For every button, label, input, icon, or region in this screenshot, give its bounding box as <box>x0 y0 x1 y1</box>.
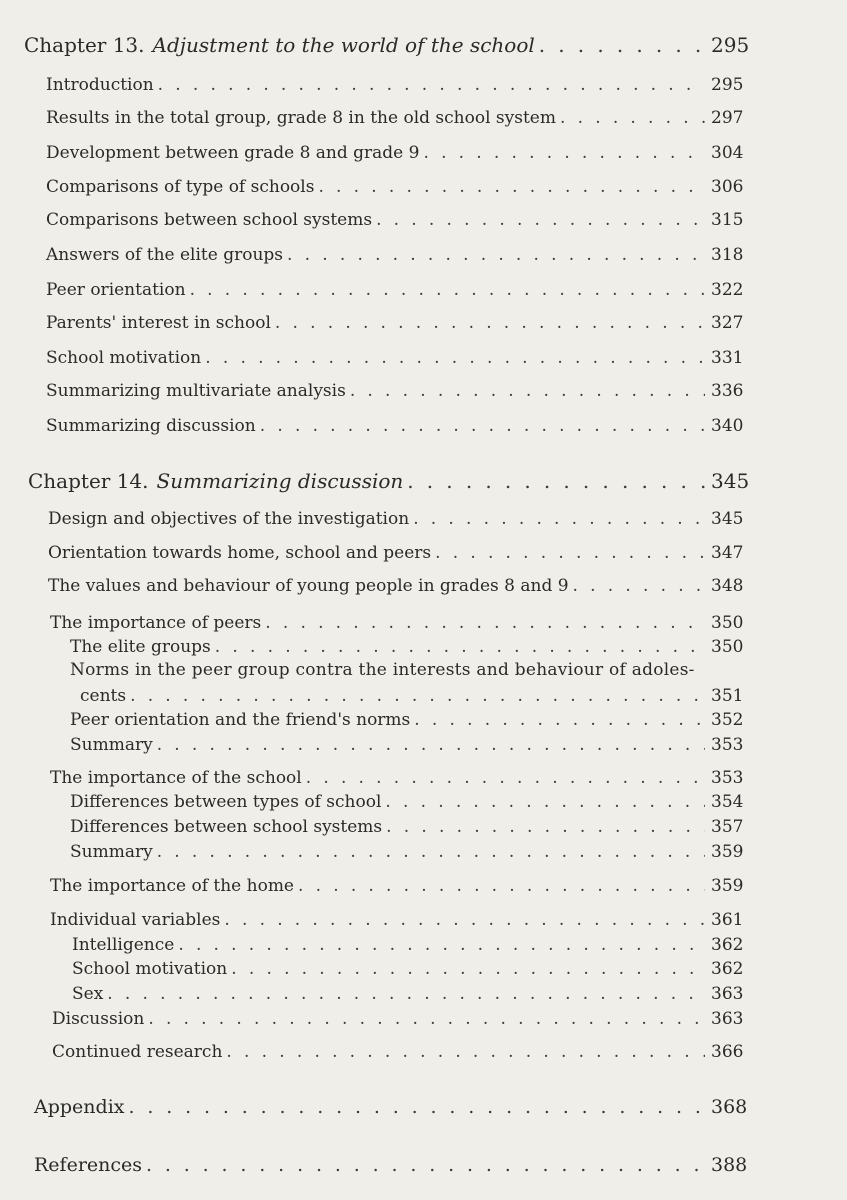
page-number: 347 <box>711 543 744 563</box>
toc-entry <box>70 842 755 862</box>
toc-entry <box>52 1009 755 1029</box>
dot-leader <box>376 210 705 230</box>
toc-entry <box>50 876 755 896</box>
dot-leader <box>128 1096 705 1118</box>
section-title: The importance of the school <box>50 768 302 788</box>
toc-entry <box>48 543 755 563</box>
dot-leader <box>130 686 705 706</box>
dot-leader <box>287 245 705 265</box>
toc-entry <box>50 613 755 633</box>
toc-entry <box>46 143 755 163</box>
toc-entry <box>46 313 755 333</box>
subsection-title: Summary <box>70 842 153 862</box>
section-title: The importance of the home <box>50 876 294 896</box>
toc-entry <box>46 381 755 401</box>
subsection-title: Intelligence <box>72 935 175 955</box>
subsection-title: Differences between types of school <box>70 792 382 812</box>
page-number: 350 <box>711 613 744 633</box>
subsection-title: Sex <box>72 984 104 1004</box>
page-number: 388 <box>711 1154 748 1176</box>
page-number: 353 <box>711 735 744 755</box>
dot-leader <box>158 75 705 95</box>
dot-leader <box>231 959 705 979</box>
dot-leader <box>275 313 705 333</box>
dot-leader <box>215 637 705 657</box>
dot-leader <box>157 842 705 862</box>
toc-entry <box>48 509 755 529</box>
page-number: 348 <box>711 576 744 596</box>
toc-entry-references <box>34 1154 755 1176</box>
toc-entry <box>46 210 755 230</box>
subsection-title: School motivation <box>72 959 228 979</box>
toc-entry <box>70 817 755 837</box>
page-number: 352 <box>711 710 744 730</box>
toc-entry-appendix <box>34 1096 755 1118</box>
section-title: The values and behaviour of young people in grades 8 and 9 <box>48 576 569 596</box>
toc-entry <box>72 959 755 979</box>
dot-leader <box>107 984 705 1004</box>
dot-leader <box>298 876 705 896</box>
section-title: Results in the total group, grade 8 in the old school system <box>46 108 556 128</box>
page-number: 345 <box>711 509 744 529</box>
page-number: 306 <box>711 177 744 197</box>
dot-leader <box>385 792 705 812</box>
page-number: 362 <box>711 959 744 979</box>
section-title: Discussion <box>52 1009 145 1029</box>
toc-entry <box>70 710 755 730</box>
page-number: 315 <box>711 210 744 230</box>
section-title: Summarizing multivariate analysis <box>46 381 346 401</box>
page-number: 331 <box>711 348 744 368</box>
page-number: 351 <box>711 686 744 706</box>
dot-leader <box>178 935 705 955</box>
toc-entry <box>72 984 755 1004</box>
dot-leader <box>205 348 705 368</box>
page-number: 353 <box>711 768 744 788</box>
page-number: 304 <box>711 143 744 163</box>
dot-leader <box>413 509 705 529</box>
toc-entry <box>70 637 755 657</box>
page-number: 363 <box>711 984 744 1004</box>
page-number: 327 <box>711 313 744 333</box>
section-title: School motivation <box>46 348 202 368</box>
page-number: 357 <box>711 817 744 837</box>
page-number: 354 <box>711 792 744 812</box>
toc-entry <box>70 735 755 755</box>
dot-leader <box>226 1042 705 1062</box>
page-number: 345 <box>711 469 750 493</box>
dot-leader <box>560 108 705 128</box>
section-title: Continued research <box>52 1042 223 1062</box>
section-title: Parents' interest in school <box>46 313 271 333</box>
section-title: Introduction <box>46 75 154 95</box>
dot-leader <box>157 735 705 755</box>
dot-leader <box>318 177 705 197</box>
page-number: 295 <box>711 75 744 95</box>
dot-leader <box>423 143 705 163</box>
dot-leader <box>224 910 705 930</box>
section-title: Orientation towards home, school and peers <box>48 543 432 563</box>
section-title: The importance of peers <box>50 613 262 633</box>
section-title: Individual variables <box>50 910 221 930</box>
toc-entry <box>46 245 755 265</box>
dot-leader <box>407 469 705 493</box>
toc-entry-chapter-14 <box>28 469 755 493</box>
page-number: 359 <box>711 876 744 896</box>
dot-leader <box>539 33 705 57</box>
section-title: Comparisons between school systems <box>46 210 373 230</box>
subsection-title: Peer orientation and the friend's norms <box>70 710 411 730</box>
toc-entry <box>46 75 755 95</box>
subsection-title: Norms in the peer group contra the interests and behaviour of adoles- <box>70 660 695 680</box>
toc-entry <box>80 686 755 706</box>
page-number: 350 <box>711 637 744 657</box>
subsection-title: Differences between school systems <box>70 817 383 837</box>
dot-leader <box>386 817 705 837</box>
toc-entry <box>46 108 755 128</box>
toc-entry <box>46 280 755 300</box>
dot-leader <box>265 613 705 633</box>
dot-leader <box>414 710 705 730</box>
appendix-title: Appendix <box>34 1096 125 1118</box>
toc-entry <box>52 1042 755 1062</box>
dot-leader <box>260 416 705 436</box>
section-title: Peer orientation <box>46 280 186 300</box>
section-title: Answers of the elite groups <box>46 245 284 265</box>
page-number: 295 <box>711 33 750 57</box>
section-title: Design and objectives of the investigation <box>48 509 410 529</box>
page-number: 359 <box>711 842 744 862</box>
page-number: 366 <box>711 1042 744 1062</box>
section-title: Summarizing discussion <box>46 416 256 436</box>
page-number: 362 <box>711 935 744 955</box>
subsection-title: Summary <box>70 735 153 755</box>
references-title: References <box>34 1154 143 1176</box>
section-title: Development between grade 8 and grade 9 <box>46 143 420 163</box>
dot-leader <box>573 576 705 596</box>
toc-entry <box>46 416 755 436</box>
dot-leader <box>350 381 705 401</box>
subsection-title: cents <box>80 686 127 706</box>
dot-leader <box>148 1009 705 1029</box>
toc-entry <box>50 910 755 930</box>
toc-entry <box>46 177 755 197</box>
page-number: 322 <box>711 280 744 300</box>
page-number: 297 <box>711 108 744 128</box>
page-number: 361 <box>711 910 744 930</box>
toc-entry-chapter-13 <box>24 33 755 57</box>
subsection-title: The elite groups <box>70 637 211 657</box>
dot-leader <box>435 543 705 563</box>
section-title: Comparisons of type of schools <box>46 177 315 197</box>
toc-entry <box>72 935 755 955</box>
toc-entry <box>48 576 755 596</box>
dot-leader <box>146 1154 705 1176</box>
page-number: 336 <box>711 381 744 401</box>
page-number: 340 <box>711 416 744 436</box>
dot-leader <box>190 280 705 300</box>
chapter-title: Adjustment to the world of the school <box>152 33 535 57</box>
toc-entry <box>46 348 755 368</box>
toc-entry <box>50 768 755 788</box>
page-number: 363 <box>711 1009 744 1029</box>
chapter-label: Chapter 13. <box>24 33 145 57</box>
chapter-title: Summarizing discussion <box>156 469 404 493</box>
page-number: 368 <box>711 1096 748 1118</box>
chapter-label: Chapter 14. <box>28 469 149 493</box>
toc-entry <box>70 792 755 812</box>
dot-leader <box>306 768 705 788</box>
page-number: 318 <box>711 245 744 265</box>
